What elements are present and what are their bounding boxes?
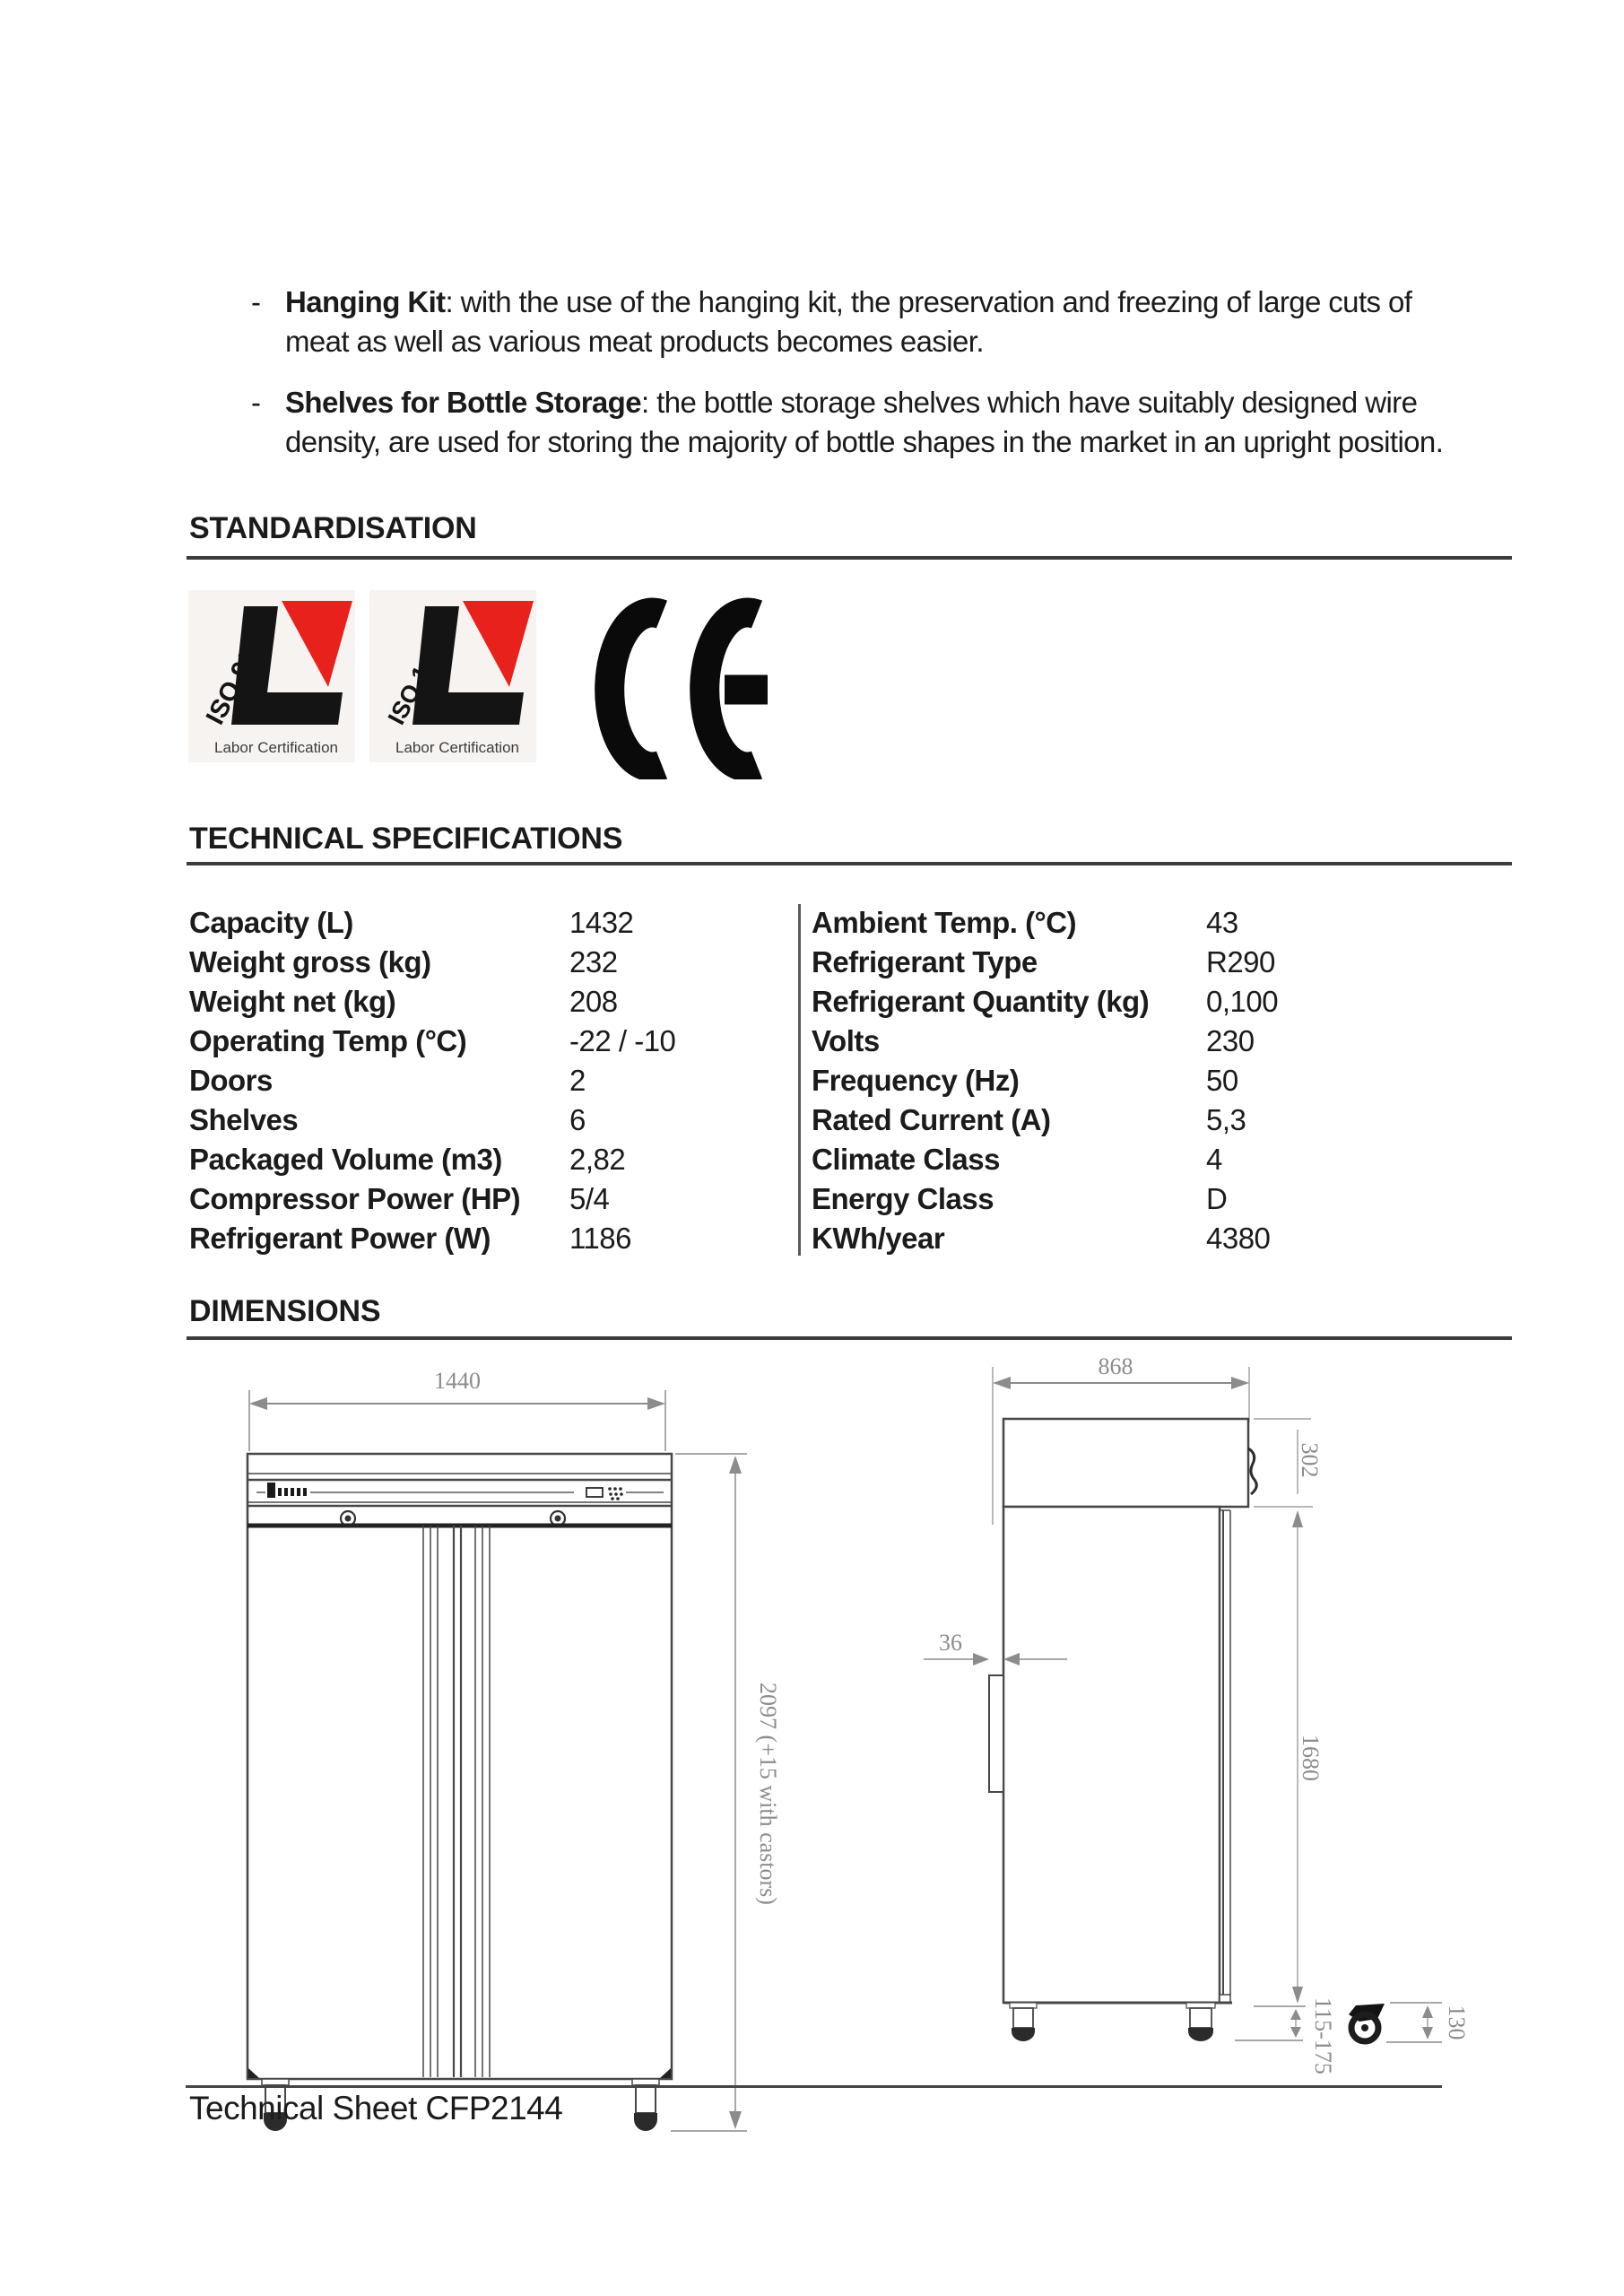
- arrow-up-icon: [1422, 2005, 1433, 2018]
- spec-value: 5/4: [569, 1182, 610, 1215]
- iso-9001-text: ISO 9001: [200, 619, 278, 730]
- side-body-outline: [1003, 1507, 1220, 2003]
- side-door-height-label: 1680: [1298, 1735, 1324, 1781]
- arrow-left-icon: [993, 1377, 1011, 1389]
- arrow-down-icon: [1292, 1987, 1303, 2004]
- wall-spacer-bracket: [989, 1675, 1003, 1792]
- arrow-down-icon: [1290, 2027, 1301, 2038]
- wall-spacer-label: 36: [939, 1630, 962, 1656]
- spec-value: 6: [569, 1103, 586, 1136]
- arrow-right-icon: [973, 1653, 989, 1665]
- spec-label: Rated Current (A): [812, 1103, 1051, 1136]
- side-door-height-dimension: [1292, 1510, 1324, 2004]
- front-height-label: 2097 (+15 with castors): [755, 1683, 781, 1905]
- bullet-text: : the bottle storage shelves which have suitably designed wire: [641, 386, 1418, 419]
- spec-value: 4: [1206, 1143, 1222, 1176]
- side-top-height-dimension: [1254, 1419, 1323, 1507]
- arrow-up-icon: [1292, 1510, 1303, 1527]
- spec-value: -22 / -10: [569, 1024, 676, 1057]
- spec-label: Weight gross (kg): [189, 945, 431, 978]
- side-top-height-label: 302: [1297, 1442, 1323, 1478]
- spec-label: Compressor Power (HP): [189, 1182, 521, 1215]
- arrow-right-icon: [1231, 1377, 1249, 1389]
- side-depth-label: 868: [1098, 1353, 1133, 1379]
- spec-value: 5,3: [1206, 1103, 1246, 1136]
- spec-value: 2: [569, 1064, 586, 1097]
- arrow-left-icon: [249, 1397, 267, 1410]
- heading-dimensions: DIMENSIONS: [189, 1294, 381, 1328]
- spec-value: 1186: [569, 1222, 631, 1255]
- side-panel-profile: [1248, 1448, 1256, 1494]
- castor-height-dimension: [1386, 2003, 1470, 2042]
- spec-value: 0,100: [1206, 985, 1279, 1018]
- arrow-right-icon: [647, 1397, 665, 1410]
- bullet-bottle-shelves-line2: density, are used for storing the majority of bottle shapes in the market in an upright position.: [285, 425, 1444, 458]
- foot-height-label: 115-175: [1310, 1997, 1336, 2074]
- front-width-label: 1440: [434, 1368, 481, 1394]
- front-view: [248, 1368, 781, 2131]
- arrow-up-icon: [729, 1456, 742, 1474]
- bullet-bold-label: Hanging Kit: [285, 285, 446, 318]
- spec-label: KWh/year: [812, 1222, 945, 1255]
- labor-certification-caption: Labor Certification: [214, 739, 338, 756]
- arrow-down-icon: [1422, 2027, 1433, 2039]
- spec-value: 208: [569, 985, 618, 1018]
- spec-label: Packaged Volume (m3): [189, 1143, 502, 1176]
- spec-label: Energy Class: [812, 1182, 994, 1215]
- side-left-foot: [1010, 2003, 1037, 2041]
- spec-label: Operating Temp (°C): [189, 1024, 467, 1057]
- side-view: [924, 1353, 1470, 2074]
- heading-technical-specifications: TECHNICAL SPECIFICATIONS: [189, 822, 623, 856]
- side-top-unit-outline: [1003, 1419, 1248, 1507]
- castor-height-label: 130: [1444, 2005, 1470, 2040]
- bullet-dash: -: [251, 386, 261, 419]
- foot-height-dimension: [1235, 1997, 1336, 2074]
- bullet-text: : with the use of the hanging kit, the preservation and freezing of large cuts of: [445, 285, 1412, 318]
- spec-label: Shelves: [189, 1103, 299, 1136]
- spec-value: 232: [569, 945, 618, 978]
- spec-label: Capacity (L): [189, 906, 353, 939]
- front-width-dimension: [249, 1368, 665, 1451]
- iso-14001-text: ISO 14001: [382, 613, 461, 729]
- front-height-dimension: [671, 1454, 781, 2131]
- spec-label: Ambient Temp. (°C): [812, 906, 1077, 939]
- labor-certification-caption: Labor Certification: [395, 739, 519, 756]
- spec-value: 230: [1206, 1024, 1255, 1057]
- bullet-dash: -: [251, 285, 261, 318]
- spec-value: 2,82: [569, 1143, 626, 1176]
- spec-label: Volts: [812, 1024, 880, 1057]
- spec-label: Climate Class: [812, 1143, 1000, 1176]
- footer-text: Technical Sheet CFP2144: [189, 2090, 563, 2126]
- spec-label: Weight net (kg): [189, 985, 396, 1018]
- bullet-hanging-kit-line2: meat as well as various meat products becomes easier.: [285, 325, 984, 358]
- heading-standardisation: STANDARDISATION: [189, 511, 477, 545]
- spec-label: Doors: [189, 1064, 273, 1097]
- spec-label: Refrigerant Quantity (kg): [812, 985, 1150, 1018]
- arrow-down-icon: [729, 2111, 742, 2129]
- spec-value: D: [1206, 1182, 1228, 1215]
- front-cabinet-outline: [248, 1454, 672, 2079]
- spec-label: Refrigerant Power (W): [189, 1222, 491, 1255]
- footer-rule: [186, 2085, 1442, 2088]
- spec-value: 1432: [569, 906, 634, 939]
- side-right-foot: [1186, 2003, 1215, 2041]
- spec-value: 43: [1206, 906, 1238, 939]
- side-door-panel: [1220, 1510, 1230, 2003]
- spec-value: 4380: [1206, 1222, 1271, 1255]
- spec-value: 50: [1206, 1064, 1238, 1097]
- arrow-up-icon: [1290, 2009, 1301, 2020]
- bullet-bold-label: Shelves for Bottle Storage: [285, 386, 641, 419]
- castor-icon: [1349, 2004, 1385, 2041]
- spec-label: Frequency (Hz): [812, 1064, 1020, 1097]
- spec-value: R290: [1206, 945, 1275, 978]
- spec-label: Refrigerant Type: [812, 945, 1038, 978]
